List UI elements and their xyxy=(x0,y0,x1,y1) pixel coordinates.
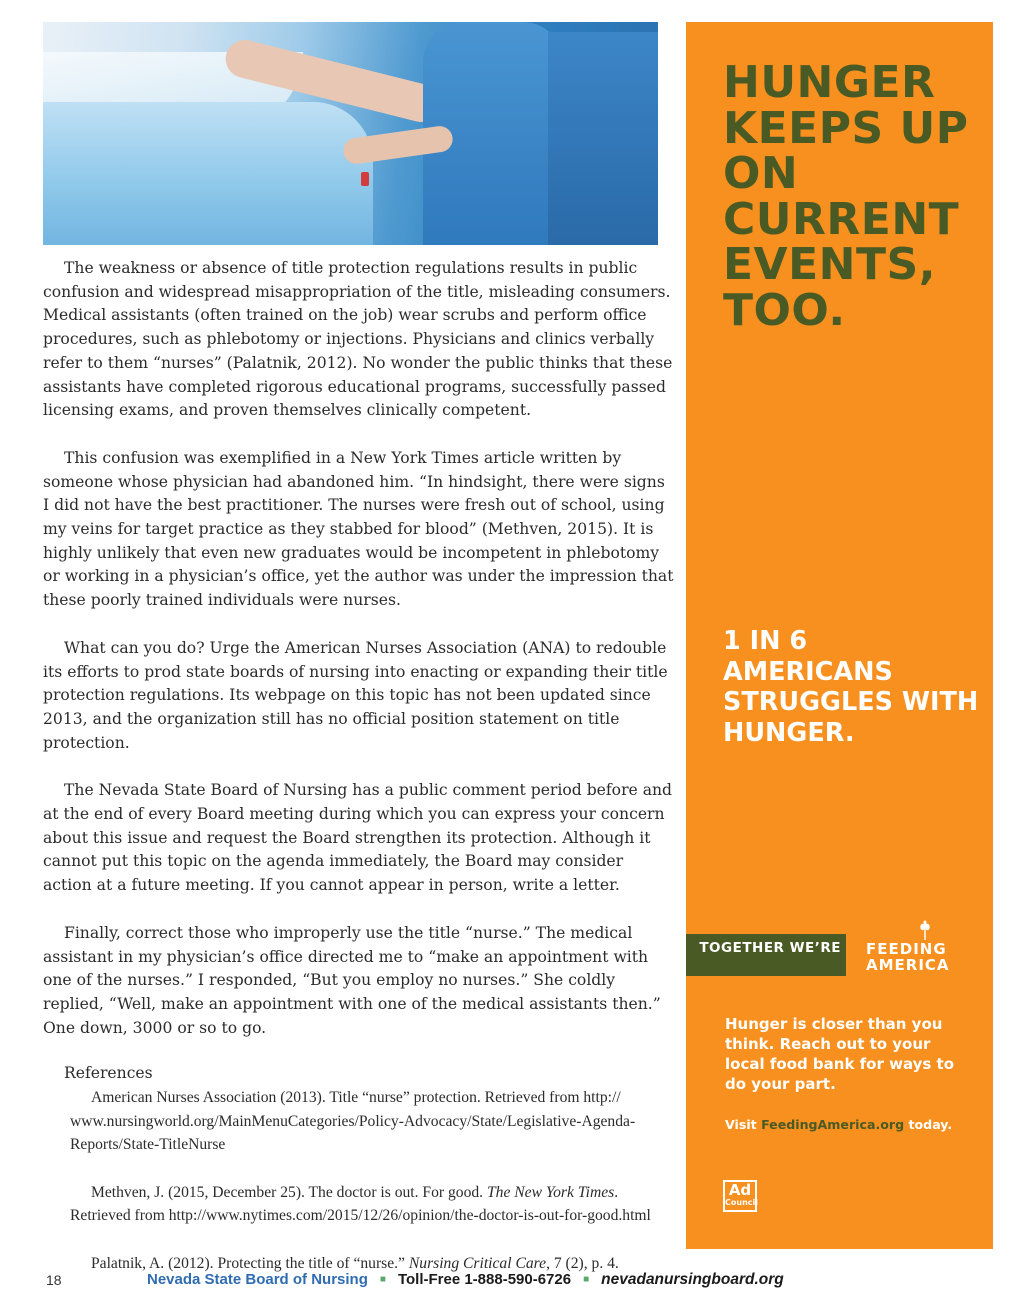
footer-org: Nevada State Board of Nursing xyxy=(147,1271,368,1288)
ad-stat: 1 IN 6 AMERICANS STRUGGLES WITH HUNGER. xyxy=(723,626,979,748)
ad-council-council: Council xyxy=(725,1198,758,1207)
visit-text: today. xyxy=(904,1117,953,1132)
ad-cta: Hunger is closer than you think. Reach out to your local food bank for ways to do your part. xyxy=(725,1015,955,1093)
footer-bar xyxy=(147,1271,907,1289)
footer-phone: Toll-Free 1-888-590-6726 xyxy=(397,1271,572,1288)
footer-separator: ■ xyxy=(583,1274,590,1285)
paragraph: The weakness or absence of title protection regulations results in public confusion and widespread misappropriation of the title, misleading consumers. Medical assistants (often trained on the job) wear scrubs and perform office procedures, such as phlebotomy or injections. Physicians and clinics verbally refer to them “nurses” (Palatnik, 2012). No wonder the public thinks that these assistants have completed rigorous educational programs, successfully passed licensing exams, and proven themselves clinically competent. xyxy=(43,259,673,420)
photo-iv-line xyxy=(361,172,369,186)
paragraph: What can you do? Urge the American Nurses Association (ANA) to redouble its efforts to prod state boards of nursing into enacting or expanding their title protection regulations. Its webpage on this topic has not been updated since 2013, and the organization still has no official position statement on title protection. xyxy=(43,638,668,752)
reference-text: . Retrieved from http://www.nytimes.com/2015/12/26/opinion/the-doctor-is-out-for-good.html xyxy=(70,1183,651,1225)
footer-website[interactable]: nevadanursingboard.org xyxy=(601,1271,784,1288)
ad-together-text: TOGETHER WE’RE xyxy=(699,940,841,956)
ad-council-ad: Ad xyxy=(728,1181,752,1199)
references xyxy=(43,1062,675,1275)
logo-feeding: FEEDING xyxy=(866,940,947,958)
reference-item xyxy=(43,1181,675,1228)
paragraph: This confusion was exemplified in a New York Times article written by someone whose physician had abandoned him. “In hindsight, there were signs I did not have the best practitioner. The nurses were fresh out of school, using my veins for target practice as they stabbed for blood” (Methven, 2015). It is highly unlikely that even new graduates would be incompetent in phlebotomy or working in a physician’s office, yet the author was under the impression that these poorly trained individuals were nurses. xyxy=(43,448,674,610)
reference-text: Methven, J. (2015, December 25). The doctor is out. For good. xyxy=(91,1183,487,1201)
reference-text: Palatnik, A. (2012). Protecting the title of “nurse.” xyxy=(91,1254,409,1272)
nurses-photo xyxy=(43,22,658,245)
ad-visit xyxy=(725,1116,975,1134)
wheat-icon xyxy=(916,920,934,940)
reference-journal: The New York Times xyxy=(486,1183,615,1201)
feeding-america-ad xyxy=(686,22,993,1249)
article-body xyxy=(43,257,675,1299)
reference-text: , 7 (2), p. 4. xyxy=(546,1254,619,1272)
references-title: References xyxy=(64,1064,153,1083)
photo-scrubs-nurse-2 xyxy=(548,32,658,245)
ad-council-logo xyxy=(723,1180,757,1212)
paragraph: The Nevada State Board of Nursing has a public comment period before and at the end of every Board meeting during which you can express your concern about this issue and request the Board strengthen its protection. Although it cannot put this topic on the agenda immediately, the Board may consider action at a future meeting. If you cannot appear in person, write a letter. xyxy=(43,781,673,895)
feeding-america-logo xyxy=(866,941,976,973)
logo-america: AMERICA xyxy=(866,956,950,974)
page-number: 18 xyxy=(46,1272,62,1288)
reference-journal: Nursing Critical Care xyxy=(408,1254,547,1272)
reference-item: American Nurses Association (2013). Title “nurse” protection. Retrieved from http:// www.nursingworld.org/MainMenuCategories/Policy-Advocacy/State/Legislative-Agenda-Reports/State-TitleNurse xyxy=(70,1089,636,1154)
visit-text: Visit xyxy=(725,1117,762,1132)
paragraph: Finally, correct those who improperly use the title “nurse.” The medical assistant in my physician’s office directed me to “make an appointment with one of the nurses.” I responded, “But you employ no nurses.” She coldly replied, “Well, make an appointment with one of the medical assistants then.” One down, 3000 or so to go. xyxy=(43,923,661,1037)
ad-headline: HUNGER KEEPS UP ON CURRENT EVENTS, TOO. xyxy=(723,57,969,336)
footer-separator: ■ xyxy=(379,1274,386,1285)
visit-link[interactable]: FeedingAmerica.org xyxy=(761,1117,905,1132)
photo-bed xyxy=(43,102,373,245)
